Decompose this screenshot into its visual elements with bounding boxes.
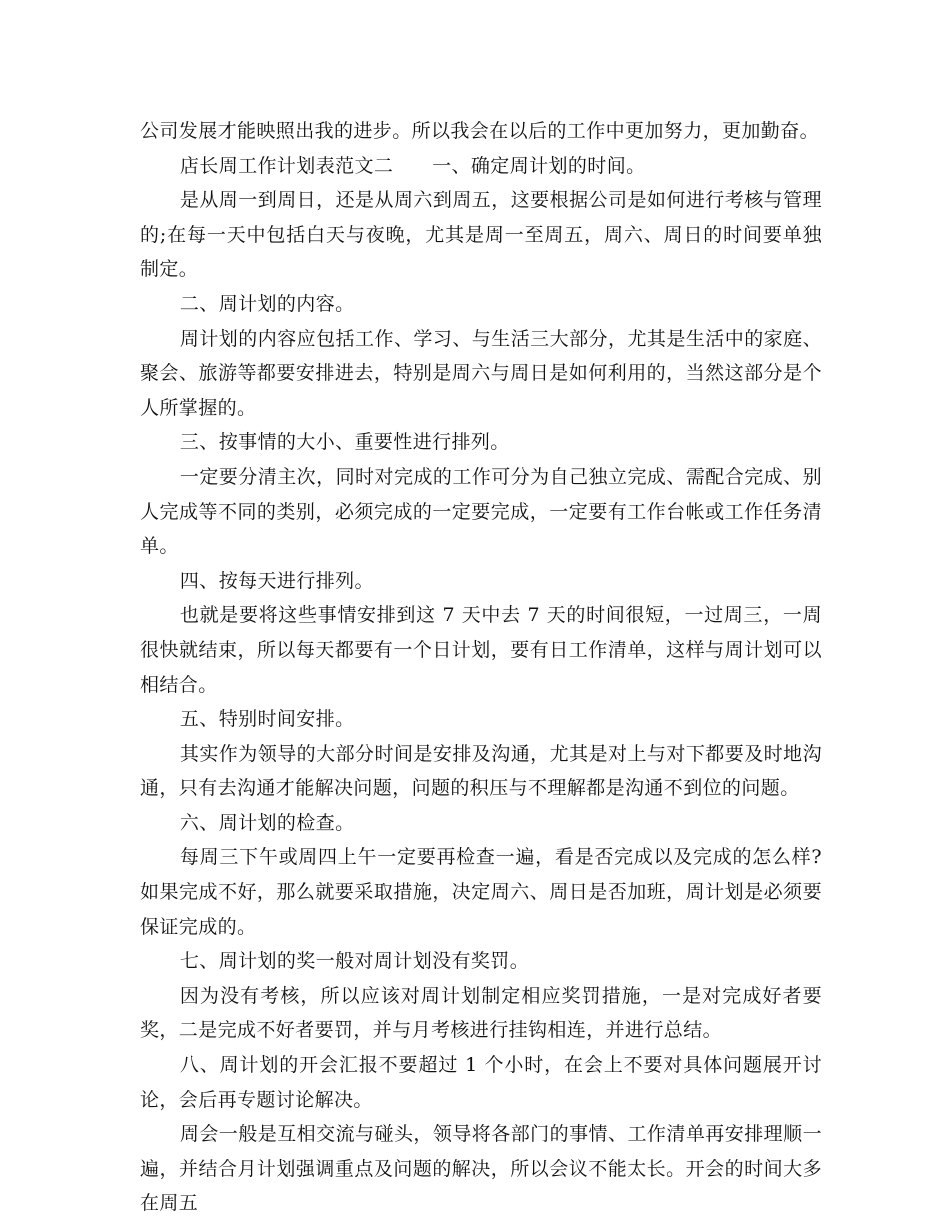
paragraph-continuation: 公司发展才能映照出我的进步。所以我会在以后的工作中更加努力，更加勤奋。 — [140, 120, 820, 142]
paragraph-weekly-meeting: 周会一般是互相交流与碰头，领导将各部门的事情、工作清单再安排理顺一遍，并结合月计划强调重点及问题的解决，所以会议不能太长。开会的时间大多在周五 — [140, 1123, 822, 1215]
paragraph-daily-order: 也就是要将这些事情安排到这 7 天中去 7 天的时间很短，一过周三，一周很快就结束，所以每天都要有一个日计划，要有日工作清单，这样与周计划可以相结合。 — [140, 604, 822, 696]
paragraph-plan-time: 是从周一到周日，还是从周六到周五，这要根据公司是如何进行考核与管理的;在每一天中包括白天与夜晚，尤其是周一至周五，周六、周日的时间要单独制定。 — [140, 189, 822, 281]
paragraph-priority-order: 一定要分清主次，同时对完成的工作可分为自己独立完成、需配合完成、别人完成等不同的类别，必须完成的一定要完成，一定要有工作台帐或工作任务清单。 — [140, 465, 822, 558]
paragraph-special-time: 其实作为领导的大部分时间是安排及沟通，尤其是对上与对下都要及时地沟通，只有去沟通才能解决问题，问题的积压与不理解都是沟通不到位的问题。 — [140, 742, 822, 800]
heading-plan-meeting: 八、周计划的开会汇报不要超过 1 个小时，在会上不要对具体问题展开讨论，会后再专题讨论解决。 — [140, 1054, 822, 1111]
heading-plan-reward: 七、周计划的奖一般对周计划没有奖罚。 — [179, 950, 530, 973]
paragraph-heading-fanwen-er: 店长周工作计划表范文二 一、确定周计划的时间。 — [179, 154, 646, 177]
heading-plan-content: 二、周计划的内容。 — [179, 292, 355, 315]
paragraph-plan-reward: 因为没有考核，所以应该对周计划制定相应奖罚措施，一是对完成好者要奖，二是完成不好者要罚，并与月考核进行挂钩相连，并进行总结。 — [140, 984, 822, 1042]
paragraph-plan-check: 每周三下午或周四上午一定要再检查一遍，看是否完成以及完成的怎么样?如果完成不好，那么就要采取措施，决定周六、周日是否加班，周计划是必须要保证完成的。 — [140, 846, 822, 938]
heading-plan-check: 六、周计划的检查。 — [179, 811, 355, 834]
paragraph-plan-content: 周计划的内容应包括工作、学习、与生活三大部分，尤其是生活中的家庭、聚会、旅游等都要安排进去，特别是周六与周日是如何利用的，当然这部分是个人所掌握的。 — [140, 327, 822, 419]
heading-priority-order: 三、按事情的大小、重要性进行排列。 — [179, 431, 510, 454]
heading-daily-order: 四、按每天进行排列。 — [179, 569, 374, 592]
heading-special-time: 五、特别时间安排。 — [179, 708, 355, 731]
document-body — [140, 114, 822, 1221]
